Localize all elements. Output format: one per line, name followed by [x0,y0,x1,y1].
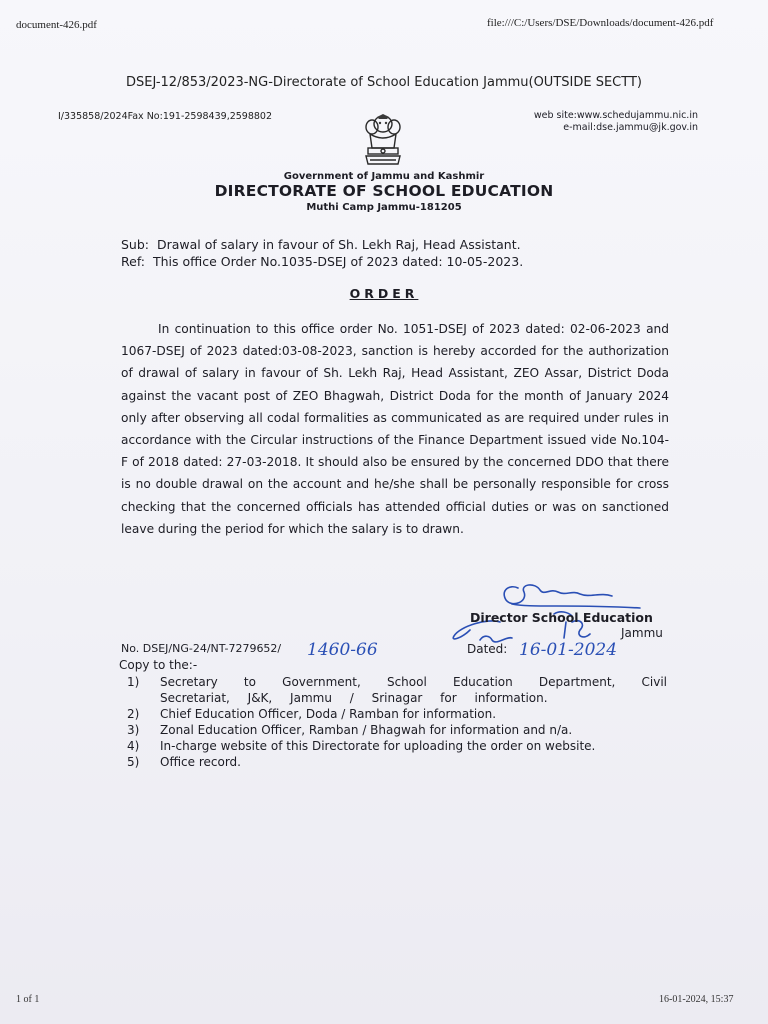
list-item [127,674,667,706]
copy-to-heading: Copy to the:- [119,658,198,672]
dispatch-number: No. DSEJ/NG-24/NT-7279652/ [121,642,282,655]
list-item-number: 5) [127,755,140,769]
print-footer-timestamp: 16-01-2024, 15:37 [659,994,734,1005]
list-item-number: 4) [127,739,140,753]
reference-text: This office Order No.1035-DSEJ of 2023 dated: 10-05-2023. [152,254,524,269]
contact-block [534,110,698,134]
signatory-title: Director School Education [470,610,653,625]
copy-to-list [127,674,667,770]
list-item-number: 3) [127,723,140,737]
website-text: web site:www.schedujammu.nic.in [533,110,698,121]
print-footer-page-indicator: 1 of 1 [16,994,40,1005]
document-reference: DSEJ-12/853/2023-NG-Directorate of School Education Jammu(OUTSIDE SECTT) [126,75,642,90]
list-item-text: Secretary to Government, School Education Department, Civil Secretariat, J&K, Jammu / Srinagar for information. [160,675,667,705]
subject-block [121,236,523,270]
list-item-number: 2) [127,707,140,721]
fax-line: I/335858/2024Fax No:191-2598439,2598802 [58,111,273,122]
subject-line [121,236,523,253]
national-emblem-icon [358,112,408,168]
directorate-address: Muthi Camp Jammu-181205 [306,202,462,213]
subject-text: Drawal of salary in favour of Sh. Lekh Raj, Head Assistant. [157,237,521,252]
directorate-name: DIRECTORATE OF SCHOOL EDUCATION [214,182,554,200]
list-item-text: Chief Education Officer, Doda / Ramban for information. [160,707,497,721]
reference-label: Ref: [121,254,145,269]
reference-line [121,253,523,270]
email-text: e-mail:dse.jammu@jk.gov.in [563,122,698,133]
dated-label: Dated: [467,642,508,656]
list-item-text: Office record. [160,755,241,769]
government-name: Government of Jammu and Kashmir [283,171,485,182]
order-body: In continuation to this office order No. 1051-DSEJ of 2023 dated: 02-06-2023 and 1067-DSEJ of 2023 dated:03-08-2023, sanction is hereby accorded for the authorization of drawal of salary in favour of Sh. Lekh Raj, Head Assistant, ZEO Assar, District Doda against the vacant post of ZEO Bhagwah, District Doda for the month of January 2024 only after observing all codal formalities as communicated as are required under rules in accordance with the Circular instructions of the Finance Department issued vide No.104-F of 2018 dated: 27-03-2018. It should also be ensured by the concerned DDO that there is no double drawal on the account and he/she shall be personally responsible for cross checking that the concerned officials has attended official duties or was on sanctioned leave during the period for which the salary is to drawn. [121,322,669,536]
order-title: ORDER [349,286,419,301]
list-item [127,722,667,738]
list-item-number: 1) [127,675,140,689]
print-header-url: file:///C:/Users/DSE/Downloads/document-426.pdf [487,17,714,29]
list-item-text: Zonal Education Officer, Ramban / Bhagwah for information and n/a. [160,723,573,737]
subject-label: Sub: [121,237,150,252]
signatory-place: Jammu [621,626,663,640]
list-item-text: In-charge website of this Directorate for uploading the order on website. [160,739,596,753]
list-item [127,738,667,754]
dispatch-number-handwritten: 1460-66 [307,640,378,660]
print-header-title: document-426.pdf [16,19,97,31]
dated-handwritten: 16-01-2024 [519,640,618,660]
list-item [127,706,667,722]
list-item [127,754,667,770]
